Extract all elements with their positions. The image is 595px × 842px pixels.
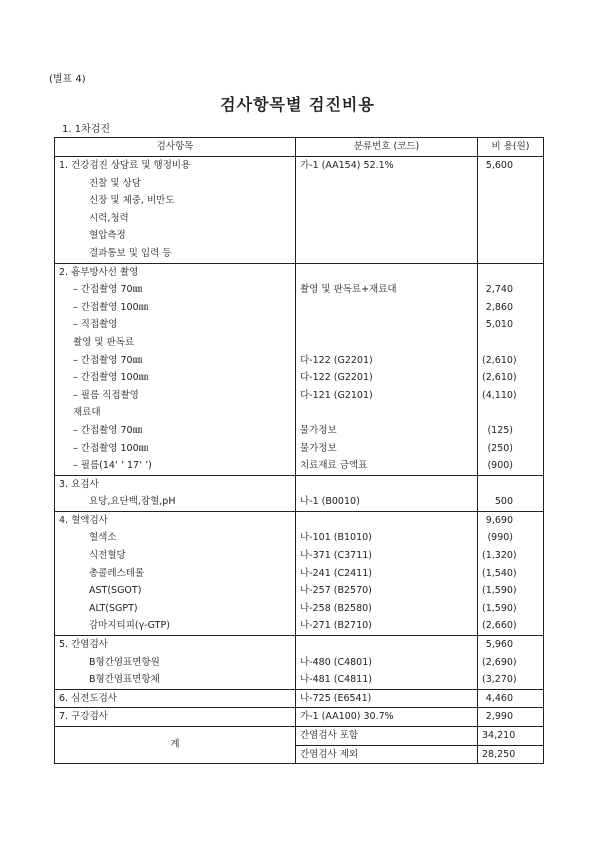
cost-cell: 5,960 — [478, 636, 544, 654]
table-row — [55, 689, 544, 708]
item-cell: B형간염표면항체 — [55, 671, 296, 689]
item-cell: 3. 요검사 — [55, 475, 296, 493]
cost-cell: 2,860 — [478, 299, 544, 317]
code-cell — [296, 245, 478, 263]
cost-cell: 5,010 — [478, 316, 544, 334]
cost-cell — [478, 245, 544, 263]
table-row — [55, 493, 544, 511]
cost-cell: (2,660) — [478, 617, 544, 635]
item-cell: 촬영 및 판독료 — [55, 334, 296, 352]
item-cell: 결과통보 및 입력 등 — [55, 245, 296, 263]
item-cell: B형간염표면항원 — [55, 654, 296, 672]
code-cell — [296, 299, 478, 317]
code-cell — [296, 334, 478, 352]
item-cell: – 간접촬영 70㎜ — [55, 352, 296, 370]
total-label: 계 — [55, 727, 296, 764]
table-row — [55, 582, 544, 600]
code-cell: 나-725 (E6541) — [296, 689, 478, 708]
item-cell: 재료대 — [55, 404, 296, 422]
header-item: 검사항목 — [55, 138, 296, 157]
cost-cell: (125) — [478, 422, 544, 440]
cost-cell: (2,690) — [478, 654, 544, 672]
code-cell: 촬영 및 판독료+재료대 — [296, 281, 478, 299]
cost-cell: (1,590) — [478, 600, 544, 618]
total-cost-cell: 34,210 — [478, 727, 544, 746]
cost-table — [54, 137, 544, 764]
item-cell: – 필름 직접촬영 — [55, 387, 296, 405]
code-cell — [296, 263, 478, 281]
item-cell: – 직접촬영 — [55, 316, 296, 334]
cost-cell — [478, 192, 544, 210]
item-cell: 요당,요단백,잠혈,pH — [55, 493, 296, 511]
table-body — [55, 157, 544, 764]
code-cell: 물가정보 — [296, 422, 478, 440]
cost-cell: (3,270) — [478, 671, 544, 689]
table-row — [55, 316, 544, 334]
code-cell: 다-122 (G2201) — [296, 352, 478, 370]
item-cell: 총콜레스테롤 — [55, 565, 296, 583]
table-row — [55, 617, 544, 635]
table-row — [55, 227, 544, 245]
code-cell: 나-1 (B0010) — [296, 493, 478, 511]
code-cell — [296, 210, 478, 228]
table-row — [55, 565, 544, 583]
item-cell: 6. 심전도검사 — [55, 689, 296, 708]
annex-label: (별표 4) — [49, 74, 86, 85]
code-cell: 다-121 (G2101) — [296, 387, 478, 405]
code-cell: 나-371 (C3711) — [296, 547, 478, 565]
total-code-cell: 간염검사 포함 — [296, 727, 478, 746]
table-row — [55, 281, 544, 299]
document-title: 검사항목별 검진비용 — [220, 95, 375, 114]
code-cell — [296, 636, 478, 654]
item-cell: – 간접촬영 100㎜ — [55, 369, 296, 387]
table-row — [55, 387, 544, 405]
code-cell: 나-257 (B2570) — [296, 582, 478, 600]
cost-cell: (2,610) — [478, 369, 544, 387]
code-cell — [296, 227, 478, 245]
table-row — [55, 210, 544, 228]
total-code-cell: 간염검사 제외 — [296, 745, 478, 764]
code-cell — [296, 404, 478, 422]
cost-cell: 4,460 — [478, 689, 544, 708]
table-header-row — [55, 138, 544, 157]
cost-cell: (1,540) — [478, 565, 544, 583]
item-cell: 5. 간염검사 — [55, 636, 296, 654]
cost-cell: 9,690 — [478, 511, 544, 529]
code-cell: 물가정보 — [296, 440, 478, 458]
code-cell: 가-1 (AA100) 30.7% — [296, 708, 478, 727]
cost-cell: (250) — [478, 440, 544, 458]
header-code: 분류번호 (코드) — [296, 138, 478, 157]
table-row — [55, 671, 544, 689]
code-cell: 나-480 (C4801) — [296, 654, 478, 672]
item-cell: 혈압측정 — [55, 227, 296, 245]
item-cell: – 필름(14‘ ’ 17‘ ’) — [55, 457, 296, 475]
cost-cell: (990) — [478, 529, 544, 547]
code-cell — [296, 192, 478, 210]
header-cost: 비 용(원) — [478, 138, 544, 157]
item-cell: 혈색소 — [55, 529, 296, 547]
table-row — [55, 440, 544, 458]
cost-cell: 2,740 — [478, 281, 544, 299]
table-row — [55, 299, 544, 317]
cost-cell — [478, 210, 544, 228]
cost-cell: (2,610) — [478, 352, 544, 370]
item-cell: – 간접촬영 100㎜ — [55, 440, 296, 458]
table-row — [55, 369, 544, 387]
cost-cell: (1,320) — [478, 547, 544, 565]
cost-cell — [478, 263, 544, 281]
table-row — [55, 457, 544, 475]
cost-cell — [478, 475, 544, 493]
table-row — [55, 192, 544, 210]
item-cell: AST(SGOT) — [55, 582, 296, 600]
table-row — [55, 422, 544, 440]
cost-cell: (4,110) — [478, 387, 544, 405]
item-cell: 신장 및 체중, 비만도 — [55, 192, 296, 210]
item-cell: 진찰 및 상담 — [55, 175, 296, 193]
code-cell: 다-122 (G2201) — [296, 369, 478, 387]
table-row — [55, 404, 544, 422]
table-row — [55, 352, 544, 370]
section-heading: 1. 1차검진 — [62, 124, 111, 135]
code-cell: 치료재료 금액표 — [296, 457, 478, 475]
cost-cell — [478, 334, 544, 352]
cost-cell: 500 — [478, 493, 544, 511]
table-row — [55, 245, 544, 263]
code-cell — [296, 175, 478, 193]
code-cell: 나-101 (B1010) — [296, 529, 478, 547]
total-cost-cell: 28,250 — [478, 745, 544, 764]
cost-cell: 5,600 — [478, 157, 544, 175]
code-cell: 나-258 (B2580) — [296, 600, 478, 618]
code-cell: 가-1 (AA154) 52.1% — [296, 157, 478, 175]
cost-cell — [478, 227, 544, 245]
cost-cell — [478, 175, 544, 193]
cost-cell: (1,590) — [478, 582, 544, 600]
item-cell: 1. 건강검진 상담료 및 행정비용 — [55, 157, 296, 175]
code-cell: 나-241 (C2411) — [296, 565, 478, 583]
code-cell: 나-481 (C4811) — [296, 671, 478, 689]
item-cell: – 간접촬영 70㎜ — [55, 281, 296, 299]
table-row — [55, 636, 544, 654]
table-row — [55, 654, 544, 672]
table-row — [55, 529, 544, 547]
item-cell: ALT(SGPT) — [55, 600, 296, 618]
table-row — [55, 600, 544, 618]
table-row — [55, 475, 544, 493]
code-cell: 나-271 (B2710) — [296, 617, 478, 635]
item-cell: 7. 구강검사 — [55, 708, 296, 727]
table-row — [55, 708, 544, 727]
cost-cell — [478, 404, 544, 422]
code-cell — [296, 511, 478, 529]
table-row — [55, 334, 544, 352]
item-cell: 시력,청력 — [55, 210, 296, 228]
item-cell: 2. 흉부방사선 촬영 — [55, 263, 296, 281]
table-row — [55, 547, 544, 565]
table-row — [55, 157, 544, 175]
code-cell — [296, 475, 478, 493]
table-row — [55, 511, 544, 529]
table-row — [55, 175, 544, 193]
item-cell: – 간접촬영 100㎜ — [55, 299, 296, 317]
code-cell — [296, 316, 478, 334]
total-row — [55, 727, 544, 746]
cost-cell: (900) — [478, 457, 544, 475]
item-cell: 4. 혈액검사 — [55, 511, 296, 529]
item-cell: 식전혈당 — [55, 547, 296, 565]
cost-cell: 2,990 — [478, 708, 544, 727]
table-row — [55, 263, 544, 281]
item-cell: 감마지티피(γ-GTP) — [55, 617, 296, 635]
item-cell: – 간접촬영 70㎜ — [55, 422, 296, 440]
